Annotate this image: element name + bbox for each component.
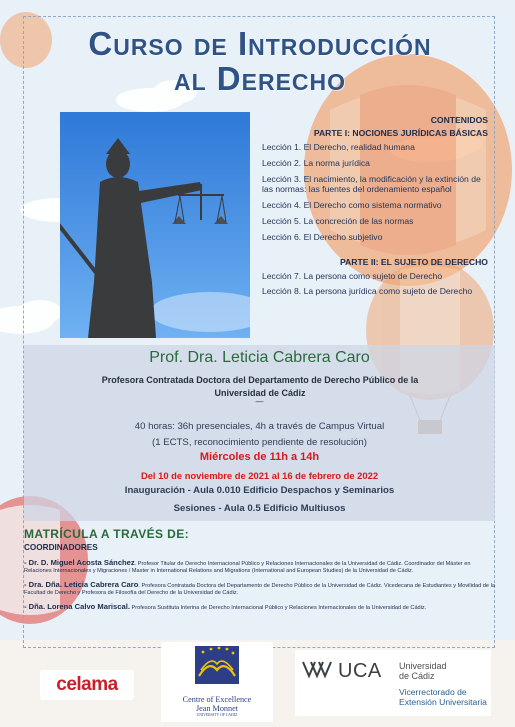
course-title-line1: Curso de Introducción	[88, 25, 432, 62]
separator: —	[255, 397, 264, 406]
dates-info: Del 10 de noviembre de 2021 al 16 de febrero de 2022	[140, 470, 379, 481]
schedule-info: Miércoles de 11h a 14h	[199, 451, 320, 463]
sessions-info: Sesiones - Aula 0.5 Edificio Multiusos	[173, 503, 346, 514]
lesson-item: Lección 2. La norma jurídica	[262, 157, 370, 168]
coordinator-desc: Profesora Sustituta Interina de Derecho Internacional Público y Relaciones Internacionales de la Universidad de Cádiz.	[129, 604, 427, 611]
uca-wordmark: UCA	[338, 660, 382, 682]
hours-info: 40 horas: 36h presenciales, 4h a través de Campus Virtual	[134, 421, 385, 432]
coordinator-desc: . Profesor Titular de Derecho Internacional Público y Relaciones Internacionales de la Universidad de Cádiz. Coordinador del Máster en Relaciones Internacionales y Migraciones / Master in International Relations and Migrations (International and European Studies) de la Universidad de Cádiz.	[24, 561, 471, 575]
lesson-item: Lección 6. El Derecho subjetivo	[262, 231, 383, 242]
lesson-item: Lección 5. La concreción de las normas	[262, 215, 414, 226]
coordinator-name: - Dña. Lorena Calvo Mariscal.	[24, 601, 130, 611]
jean-monnet-logo	[161, 642, 273, 722]
jean-monnet-line3: UNIVERSITY OF CADIZ	[196, 713, 238, 717]
lesson-item: Lección 4. El Derecho como sistema normativo	[262, 200, 442, 211]
lesson-item: Lección 7. La persona como sujeto de Derecho	[262, 270, 443, 281]
uca-emblem-icon	[301, 658, 335, 680]
uca-vice-line2: Extensión Universitaria	[399, 697, 487, 707]
lady-justice-image	[60, 112, 250, 338]
lesson-item: Lección 1. El Derecho, realidad humana	[262, 142, 415, 152]
enrollment-heading: MATRÍCULA A TRAVÉS DE:	[24, 527, 190, 541]
coordinator-entry	[24, 603, 495, 612]
jean-monnet-line2: Jean Monnet	[195, 704, 239, 713]
uca-vicerrectorado	[399, 687, 487, 707]
coordinator-entry	[24, 559, 495, 576]
coordinator-entry	[24, 581, 495, 598]
jean-monnet-emblem-icon	[161, 642, 273, 690]
uca-university-line2: de Cádiz	[399, 671, 435, 681]
jean-monnet-line1: Centre of Excellence	[182, 695, 252, 704]
inauguration-info: Inauguración - Aula 0.010 Edificio Despachos y Seminarios	[124, 485, 395, 496]
course-title	[30, 26, 490, 96]
instructor-role: Profesora Contratada Doctora del Departamento de Derecho Público de la Universidad de Cádiz	[101, 375, 419, 398]
celama-logo-text: celama	[56, 674, 118, 695]
course-contents	[262, 115, 488, 297]
coordinator-name: - Dra. Dña. Leticia Cabrera Caro	[24, 579, 139, 589]
coordinators-heading: COORDINADORES	[24, 543, 98, 552]
course-title-line2: al Derecho	[173, 60, 347, 97]
enrollment-section	[24, 527, 495, 612]
uca-vice-line1: Vicerrectorado de	[399, 687, 467, 697]
uca-university-line1: Universidad	[399, 661, 447, 671]
uca-university-name	[399, 661, 447, 681]
coordinator-desc: . Profesora Contratada Doctora del Departamento de Derecho Público de la Universidad de Cádiz. Vicedecana de Estudiantes y Movilidad de la Facultad de Derecho y Profesora de Filosofía del Derecho de la Universidad de Cádiz.	[24, 582, 495, 597]
part2-title: PARTE II: EL SUJETO DE DERECHO	[339, 256, 488, 267]
celama-logo	[40, 670, 134, 700]
part1-title: PARTE I: NOCIONES JURÍDICAS BÁSICAS	[313, 128, 488, 138]
uca-logo	[295, 650, 491, 716]
instructor-name: Prof. Dra. Leticia Cabrera Caro	[149, 349, 370, 366]
contents-heading: CONTENIDOS	[430, 115, 488, 125]
lesson-item: Lección 8. La persona jurídica como sujeto de Derecho	[262, 286, 473, 297]
lesson-item: Lección 3. El nacimiento, la modificación y la extinción de las normas: las fuentes del ordenamiento español	[262, 173, 481, 195]
ects-info: (1 ECTS, reconocimiento pendiente de resolución)	[152, 437, 367, 448]
coordinator-name: - Dr. D. Miguel Acosta Sánchez	[24, 558, 135, 567]
